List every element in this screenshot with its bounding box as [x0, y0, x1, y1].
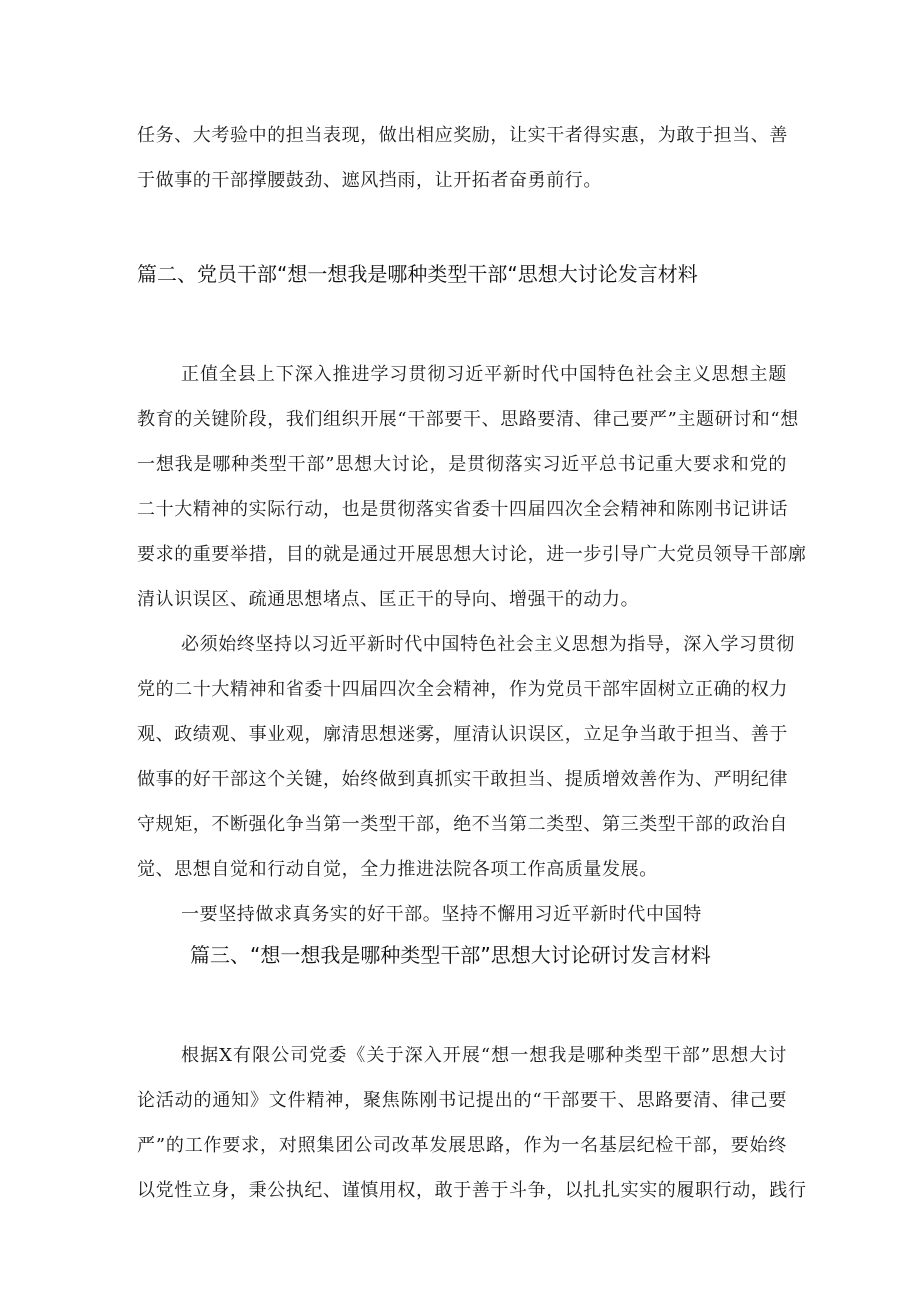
- paragraph-line: 做事的好干部这个关键，始终做到真抓实干敢担当、提质增效善作为、严明纪律: [137, 769, 788, 790]
- section-heading: 篇三、“想一想我是哪种类型干部”思想大讨论研讨发言材料: [190, 943, 711, 967]
- paragraph-line: 严”的工作要求，对照集团公司改革发展思路，作为一名基层纪检干部，要始终: [137, 1135, 787, 1156]
- paragraph-line: 正值全县上下深入推进学习贯彻习近平新时代中国特色社会主义思想主题: [181, 364, 787, 385]
- paragraph-line: 觉、思想自觉和行动自觉，全力推进法院各项工作高质量发展。: [137, 859, 658, 880]
- paragraph-line: 以党性立身，秉公执纪、谨慎用权，敢于善于斗争，以扎扎实实的履职行动，践行: [137, 1180, 807, 1201]
- paragraph-line: 要求的重要举措，目的就是通过开展思想大讨论，进一步引导广大党员领导干部廓: [137, 544, 807, 565]
- paragraph-line: 一想我是哪种类型干部”思想大讨论，是贯彻落实习近平总书记重大要求和党的: [137, 454, 787, 475]
- paragraph-line: 于做事的干部撑腰鼓劲、遮风挡雨，让开拓者奋勇前行。: [137, 170, 602, 191]
- paragraph-line: 根据X有限公司党委《关于深入开展“想一想我是哪种类型干部”思想大讨: [181, 1045, 787, 1066]
- section-heading: 篇二、党员干部“想一想我是哪种类型干部“思想大讨论发言材料: [137, 262, 698, 286]
- paragraph-line: 党的二十大精神和省委十四届四次全会精神，作为党员干部牢固树立正确的权力: [137, 679, 788, 700]
- paragraph-line: 守规矩，不断强化争当第一类型干部，绝不当第二类型、第三类型干部的政治自: [137, 814, 788, 835]
- paragraph-line: 教育的关键阶段，我们组织开展“干部要干、思路要清、律己要严”主题研讨和“想: [137, 409, 799, 430]
- paragraph-line: 观、政绩观、事业观，廓清思想迷雾，厘清认识误区，立足争当敢于担当、善于: [137, 724, 788, 745]
- paragraph-line: 任务、大考验中的担当表现，做出相应奖励，让实干者得实惠，为敢于担当、善: [137, 125, 788, 146]
- paragraph-line: 清认识误区、疏通思想堵点、匡正干的导向、增强干的动力。: [137, 589, 640, 610]
- paragraph-line: 论活动的通知》文件精神，聚焦陈刚书记提出的“干部要干、思路要清、律己要: [137, 1090, 787, 1111]
- paragraph-line: 二十大精神的实际行动，也是贯彻落实省委十四届四次全会精神和陈刚书记讲话: [137, 499, 788, 520]
- paragraph-line: 必须始终坚持以习近平新时代中国特色社会主义思想为指导，深入学习贯彻: [181, 634, 795, 655]
- paragraph-line: 一要坚持做求真务实的好干部。坚持不懈用习近平新时代中国特: [181, 904, 702, 925]
